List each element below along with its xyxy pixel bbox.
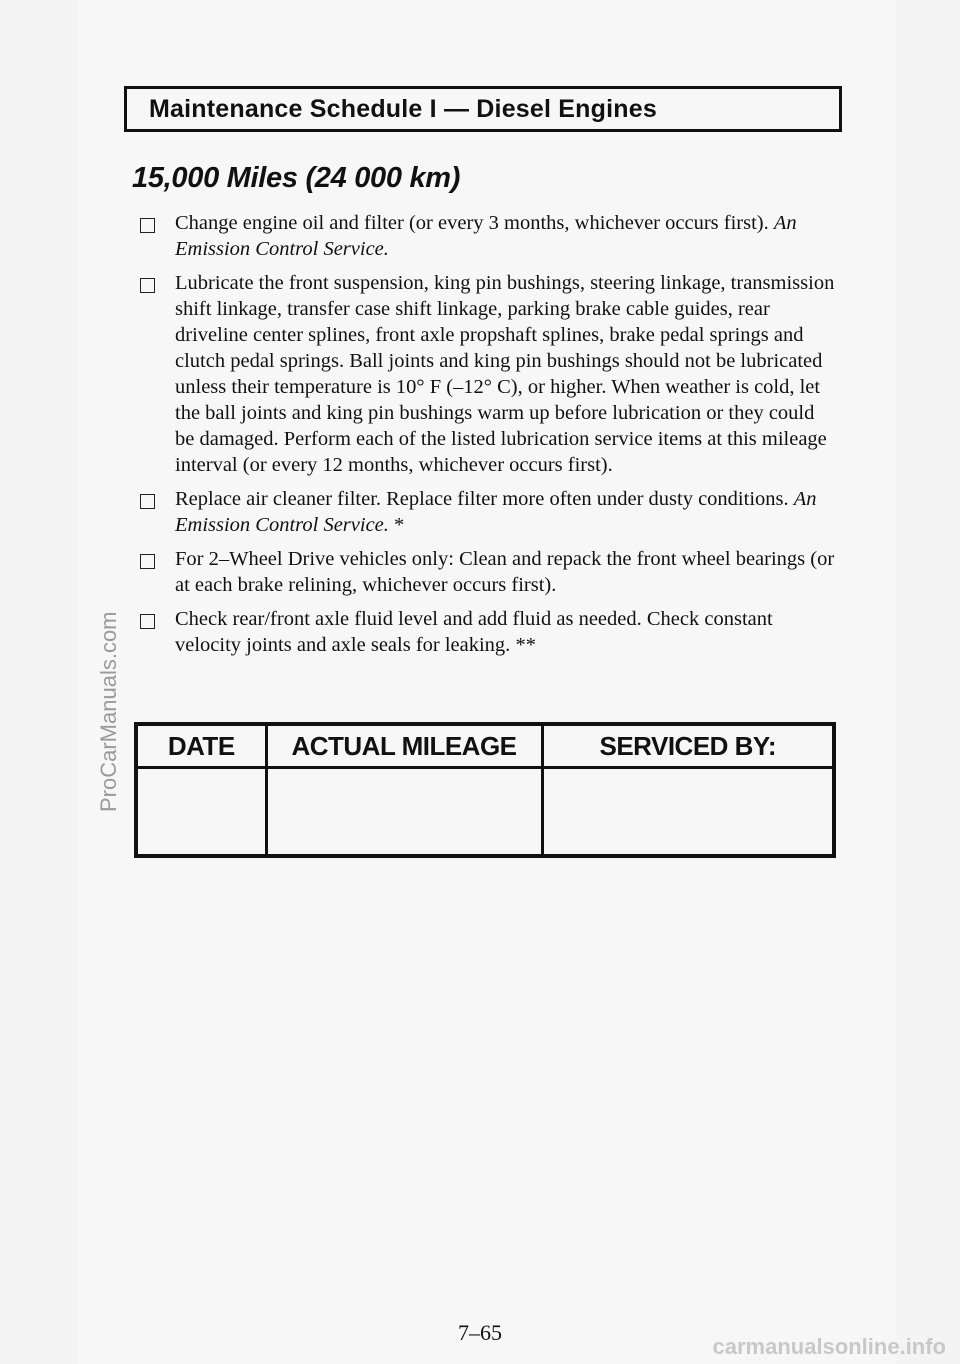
footer-watermark: carmanualsonline.info	[712, 1334, 946, 1359]
task-item	[140, 486, 840, 538]
schedule-title: Maintenance Schedule I — Diesel Engines	[149, 94, 657, 123]
task-footnote-mark: *	[394, 514, 405, 536]
manual-page	[78, 0, 896, 1364]
task-item	[140, 270, 840, 478]
serviced-by-entry-cell[interactable]	[542, 768, 834, 857]
mileage-entry-cell[interactable]	[266, 768, 542, 857]
date-entry-cell[interactable]	[136, 768, 266, 857]
mileage-interval-title: 15,000 Miles (24 000 km)	[132, 162, 461, 194]
checkbox-icon[interactable]	[140, 554, 155, 569]
page-number: 7–65	[458, 1320, 502, 1345]
task-text: Replace air cleaner filter. Replace filter more often under dusty conditions.	[175, 488, 789, 510]
task-text: Change engine oil and filter (or every 3 months, whichever occurs first).	[175, 212, 769, 234]
service-task-list	[140, 210, 840, 666]
checkbox-icon[interactable]	[140, 614, 155, 629]
task-text: For 2–Wheel Drive vehicles only: Clean and repack the front wheel bearings (or at each brake relining, whichever occurs first).	[175, 548, 835, 596]
task-note: An Emission Control Service.	[175, 488, 817, 536]
service-log-table	[134, 722, 836, 858]
task-text: Lubricate the front suspension, king pin bushings, steering linkage, transmission shift linkage, transfer case shift linkage, parking brake cable guides, rear driveline center splines, front axle propshaft splines, brake pedal springs and clutch pedal springs. Ball joints and king pin bushings should not be lubricated unless their temperature is 10° F (–12° C), or higher. When weather is cold, let the ball joints and king pin bushings warm up before lubrication or they could be damaged. Perform each of the listed lubrication service items at this mileage interval (or every 12 months, whichever occurs first).	[175, 272, 835, 476]
checkbox-icon[interactable]	[140, 278, 155, 293]
task-note: An Emission Control Service.	[175, 212, 797, 260]
schedule-header	[124, 86, 842, 132]
task-item	[140, 606, 840, 658]
mileage-column-header: ACTUAL MILEAGE	[266, 724, 542, 768]
task-item	[140, 546, 840, 598]
side-watermark: ProCarManuals.com	[96, 611, 121, 812]
checkbox-icon[interactable]	[140, 218, 155, 233]
checkbox-icon[interactable]	[140, 494, 155, 509]
task-item	[140, 210, 840, 262]
date-column-header: DATE	[136, 724, 266, 768]
serviced-by-column-header: SERVICED BY:	[542, 724, 834, 768]
task-text: Check rear/front axle fluid level and add fluid as needed. Check constant velocity joints and axle seals for leaking.	[175, 608, 773, 656]
task-footnote-mark: **	[515, 634, 536, 656]
